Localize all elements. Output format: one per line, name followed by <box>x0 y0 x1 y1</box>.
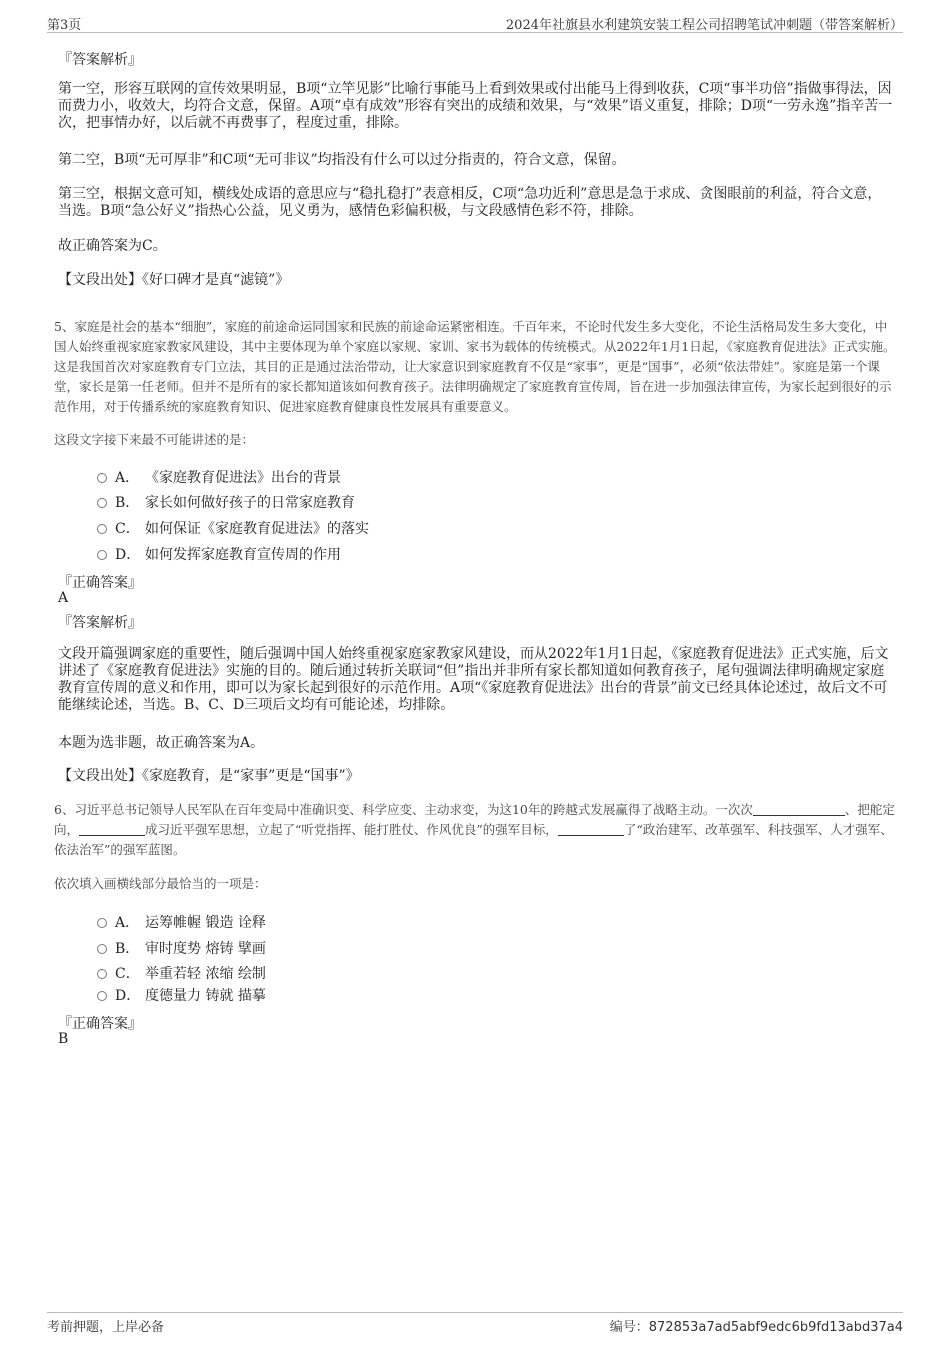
q4-analysis-p1: 第一空，形容互联网的宣传效果明显，B项“立竿见影”比喻行事能马上看到效果或付出能马上得到收获，C项“事半功倍”指做事得法，因而费力小，收效大，均符合文意，保留。A项“卓有成效”形容有突出的成绩和效果，与“效果”语义重复，排除；D项“一劳永逸”指辛苦一次，把事情办好，以后就不再费事了，程度过重，排除。 <box>58 81 893 131</box>
document-code: 编号：872853a7ad5abf9edc6b9fd13abd37a4 <box>609 1320 903 1335</box>
radio-icon[interactable] <box>97 498 107 508</box>
radio-icon[interactable] <box>97 991 107 1001</box>
footer-slogan: 考前押题，上岸必备 <box>47 1320 165 1335</box>
blank-2[interactable] <box>79 823 145 836</box>
radio-icon[interactable] <box>97 969 107 979</box>
q4-analysis-p2: 第二空，B项“无可厚非”和C项“无可非议”均指没有什么可以过分指责的，符合文意，保留。 <box>58 152 626 168</box>
document-title: 2024年社旗县水利建筑安装工程公司招聘笔试冲刺题（带答案解析） <box>505 18 903 33</box>
q5-answer: A <box>58 590 69 606</box>
q6-option-c[interactable]: C． 举重若轻 浓缩 绘制 <box>97 963 266 983</box>
q4-source: 【文段出处】《好口碑才是真“滤镜”》 <box>58 272 290 288</box>
radio-icon[interactable] <box>97 550 107 560</box>
radio-icon[interactable] <box>97 473 107 483</box>
q5-question: 这段文字接下来最不可能讲述的是： <box>54 432 255 447</box>
q5-analysis: 文段开篇强调家庭的重要性，随后强调中国人始终重视家庭家教家风建设，而从2022年1月1日起，《家庭教育促进法》正式实施，后文讲述了《家庭教育促进法》实施的目的。随后通过转折关联词“但”指出并非所有家长都知道如何教育孩子，尾句强调法律明确规定家庭教育宣传周的意义和作用，即可以为家长起到很好的示范作用。A项“《家庭教育促进法》出台的背景”前文已经具体论述过，故后文不可能继续论述，当选。B、C、D三项后文均有可能论述，均排除。 <box>58 646 889 713</box>
q4-conclusion: 故正确答案为C。 <box>58 238 167 254</box>
q5-option-d[interactable]: D． 如何发挥家庭教育宣传周的作用 <box>97 544 341 564</box>
page-header <box>47 14 903 33</box>
q6-option-b[interactable]: B． 审时度势 熔铸 擘画 <box>97 938 266 958</box>
q6-answer-label: 『正确答案』 <box>58 1016 142 1032</box>
page-number: 第3页 <box>47 18 82 33</box>
q6-question: 依次填入画横线部分最恰当的一项是： <box>54 876 267 891</box>
q4-analysis-label: 『答案解析』 <box>58 52 142 68</box>
q5-answer-label: 『正确答案』 <box>58 575 142 591</box>
q5-conclusion: 本题为选非题，故正确答案为A。 <box>58 735 265 751</box>
q6-option-a[interactable]: A． 运筹帷幄 锻造 诠释 <box>97 912 266 932</box>
radio-icon[interactable] <box>97 524 107 534</box>
q5-option-a[interactable]: A． 《家庭教育促进法》出台的背景 <box>97 467 341 487</box>
blank-3[interactable] <box>558 823 624 836</box>
q6-stem: 6、习近平总书记领导人民军队在百年变局中准确识变、科学应变、主动求变，为这10年的跨越式发展赢得了战略主动。一次次 、把舵定向， 成习近平强军思想，立起了“听党指挥、能打胜仗、作风优良”的强军目标， 了“政治建军、改革强军、科技强军、人才强军、依法治军”的强军蓝图。 <box>54 802 895 857</box>
q5-option-c[interactable]: C． 如何保证《家庭教育促进法》的落实 <box>97 518 369 538</box>
q5-option-b[interactable]: B． 家长如何做好孩子的日常家庭教育 <box>97 492 355 512</box>
page-footer <box>47 1312 903 1333</box>
q5-source: 【文段出处】《家庭教育，是“家事”更是“国事”》 <box>58 768 360 784</box>
radio-icon[interactable] <box>97 944 107 954</box>
q6-option-d[interactable]: D． 度德量力 铸就 描摹 <box>97 985 266 1005</box>
radio-icon[interactable] <box>97 918 107 928</box>
q5-analysis-label: 『答案解析』 <box>58 615 142 631</box>
q5-stem: 5、家庭是社会的基本“细胞”，家庭的前途命运同国家和民族的前途命运紧密相连。千百年来，不论时代发生多大变化，不论生活格局发生多大变化，中国人始终重视家庭家教家风建设，其中主要体现为单个家庭以家规、家训、家书为载体的传统模式。从2022年1月1日起，《家庭教育促进法》正式实施。这是我国首次对家庭教育专门立法，其目的正是通过法治带动，让大家意识到家庭教育不仅是“家事”，更是“国事”，必须“依法带娃”。家庭是第一个课堂，家长是第一任老师。但并不是所有的家长都知道该如何教育孩子。法律明确规定了家庭教育宣传周，旨在进一步加强法律宣传，为家长起到很好的示范作用，对于传播系统的家庭教育知识、促进家庭教育健康良性发展具有重要意义。 <box>54 319 896 414</box>
q6-answer: B <box>58 1031 69 1047</box>
blank-1[interactable] <box>753 803 845 816</box>
q4-analysis-p3: 第三空，根据文意可知，横线处成语的意思应与“稳扎稳打”表意相反，C项“急功近利”意思是急于求成、贪图眼前的利益，符合文意，当选。B项“急公好义”指热心公益，见义勇为，感情色彩偏积极，与文段感情色彩不符，排除。 <box>58 186 882 219</box>
